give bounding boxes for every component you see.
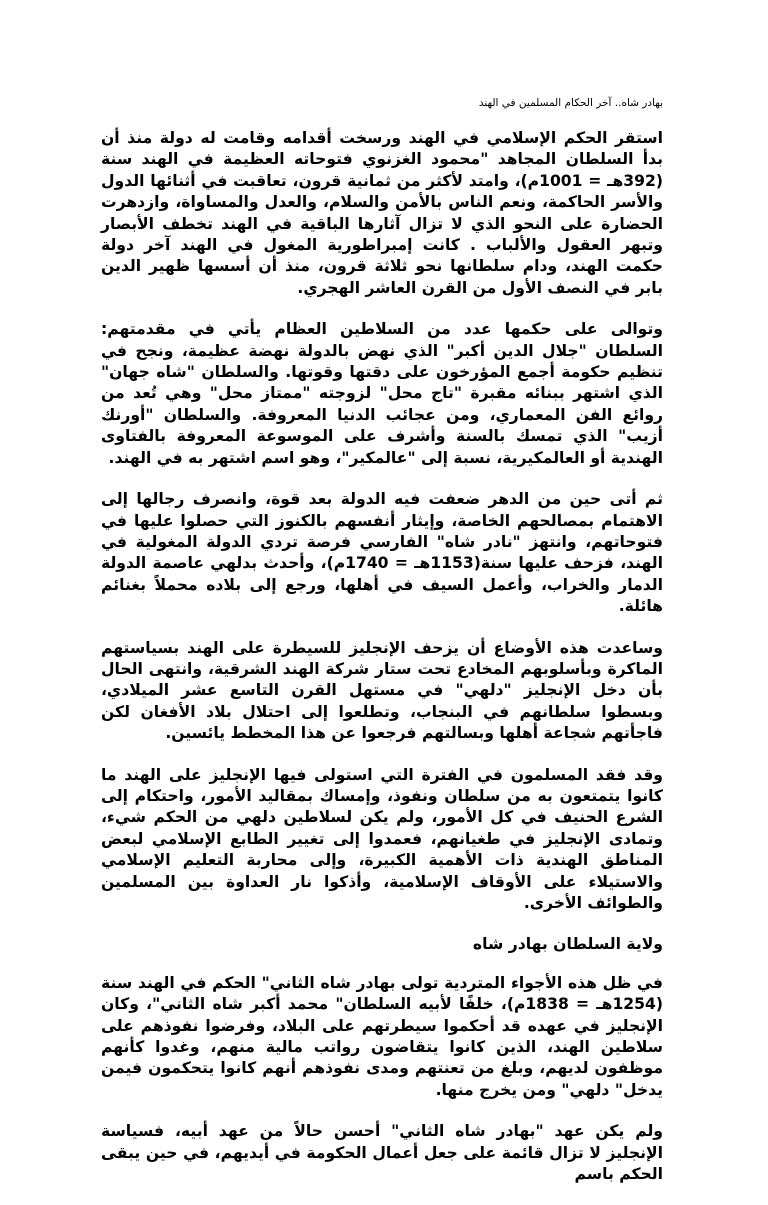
paragraph-british-advance: وساعدت هذه الأوضاع أن يزحف الإنجليز للسيطرة على الهند بسياستهم الماكرة وبأسلوبهم المخادع تحت ستار شركة الهند الشرقية، وانتهى الحال بأن دخل الإنجليز "دلهي" في مستهل القرن التاسع عشر الميلادي، وبسطوا سلطانهم في البنجاب، وتطلعوا إلى احتلال بلاد الأفغان لكن فاجأتهم شجاعة أهلها وبسالتهم فرجعوا عن هذا المخطط يائسين. — [101, 638, 663, 743]
article-body — [101, 128, 663, 1205]
running-header: بهادر شاه.. آخر الحكام المسلمين في الهند — [478, 97, 663, 109]
paragraph-intro: استقر الحكم الإسلامي في الهند ورسخت أقدامه وقامت له دولة منذ أن بدأ السلطان المجاهد "محمود الغزنوي فتوحاته العظيمة في الهند سنة (392هـ = 1001م)، وامتد لأكثر من ثمانية قرون، تعاقبت في أثنائها الدول والأسر الحاكمة، ونعم الناس بالأمن والسلام، والعدل والمساواة، وازدهرت الحضارة على النحو الذي لا تزال آثارها الباقية في الهند تخطف الأبصار وتبهر العقول والألباب . كانت إمبراطورية المغول في الهند آخر دولة حكمت الهند، ودام سلطانها نحو ثلاثة قرون، منذ أن أسسها ظهير الدين بابر في النصف الأول من القرن العاشر الهجري. — [101, 129, 663, 297]
section-heading: ولاية السلطان بهادر شاه — [472, 935, 663, 954]
paragraph-accession: في ظل هذه الأجواء المتردية تولى بهادر شاه الثاني" الحكم في الهند سنة (1254هـ = 1838م)، خلفًا لأبيه السلطان" محمد أكبر شاه الثاني"، وكان الإنجليز في عهده قد أحكموا سيطرتهم على البلاد، وفرضوا نفوذهم على سلاطين الهند، الذين كانوا يتقاضون رواتب مالية منهم، وغدوا كأنهم موظفون لديهم، وبلغ من تعنتهم ومدى نفوذهم أنهم كانوا يتحكمون فيمن يدخل" دلهي" ومن يخرج منها. — [101, 973, 663, 1099]
paragraph-decline: ثم أتى حين من الدهر ضعفت فيه الدولة بعد قوة، وانصرف رجالها إلى الاهتمام بمصالحهم الخاصة، وإيثار أنفسهم بالكنوز التي حصلوا عليها في فتوحاتهم، وانتهز "نادر شاه" الفارسي فرصة تردي الدولة المغولية في الهند، فزحف عليها سنة(1153هـ = 1740م)، وأحدث بدلهي عاصمة الدولة الدمار والخراب، وأعمل السيف في أهلها، ورجع إلى بلاده محملاً بغنائم هائلة. — [101, 490, 663, 616]
paragraph-reign: ولم يكن عهد "بهادر شاه الثاني" أحسن حالاً من عهد أبيه، فسياسة الإنجليز لا تزال قائمة على جعل أعمال الحكومة في أيديهم، في حين يبقى الحكم باسم — [101, 1122, 663, 1184]
paragraph-muslim-losses: وقد فقد المسلمون في الفترة التي استولى فيها الإنجليز على الهند ما كانوا يتمتعون به من سلطان ونفوذ، وإمساك بمقاليد الأمور، واحتكام إلى الشرع الحنيف في كل الأمور، ولم يكن لسلاطين دلهي من الحكم شيء، وتمادى الإنجليز في طغيانهم، فعمدوا إلى تغيير الطابع الإسلامي لبعض المناطق الهندية ذات الأهمية الكبيرة، وإلى محاربة التعليم الإسلامي والاستيلاء على الأوقاف الإسلامية، وأذكوا نار العداوة بين المسلمين والطوائف الأخرى. — [101, 765, 663, 912]
paragraph-great-sultans: وتوالى على حكمها عدد من السلاطين العظام يأتي في مقدمتهم: السلطان "جلال الدين أكبر" الذي نهض بالدولة نهضة عظيمة، ونجح في تنظيم حكومة أجمع المؤرخون على دقتها وقوتها. والسلطان "شاه جهان" الذي اشتهر ببنائه مقبرة "تاج محل" لزوجته "ممتاز محل" وهي تُعد من روائع الفن المعماري، ومن عجائب الدنيا المعروفة. والسلطان "أورنك أزيب" الذي تمسك بالسنة وأشرف على الموسوعة المعروفة بالفتاوى الهندية أو العالمكيرية، نسبة إلى "عالمكير"، وهو اسم اشتهر به في الهند. — [101, 320, 663, 467]
